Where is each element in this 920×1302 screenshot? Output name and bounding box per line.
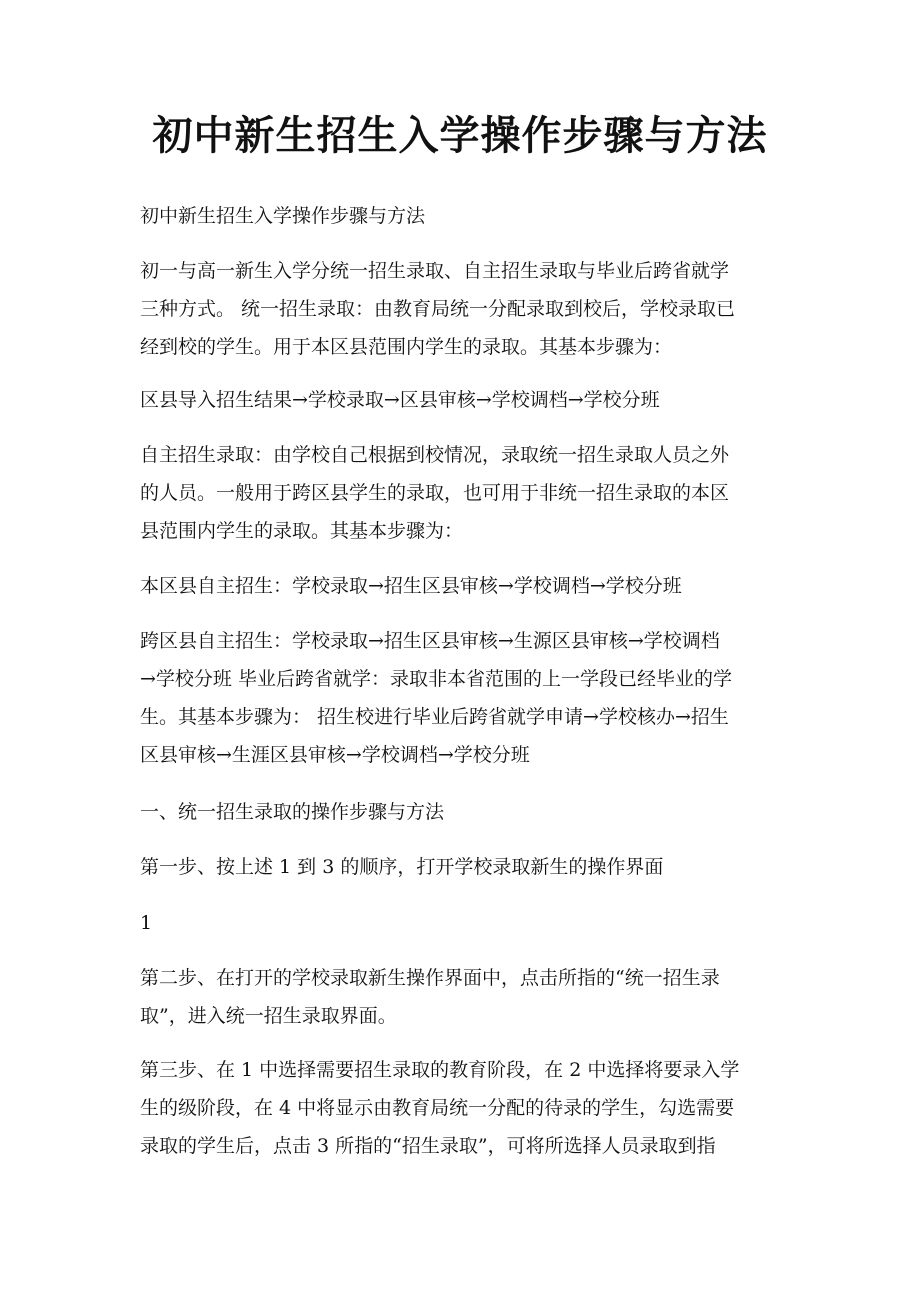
paragraph-cross-district xyxy=(140,622,785,774)
paragraph-line: 取”，进入统一招生录取界面。 xyxy=(140,1005,397,1027)
paragraph-step-2 xyxy=(140,959,785,1035)
paragraph-line: 的人员。一般用于跨区县学生的录取，也可用于非统一招生录取的本区 xyxy=(140,482,730,504)
paragraph-line: 录取的学生后，点击 3 所指的“招生录取”，可将所选择人员录取到指 xyxy=(140,1135,716,1157)
paragraph-line: 县范围内学生的录取。其基本步骤为： xyxy=(140,520,464,542)
paragraph-line: 一、统一招生录取的操作步骤与方法 xyxy=(140,801,445,823)
paragraph-line: 第二步、在打开的学校录取新生操作界面中，点击所指的“统一招生录 xyxy=(140,967,720,989)
paragraph-step-1 xyxy=(140,848,785,886)
paragraph-line: 本区县自主招生：学校录取→招生区县审核→学校调档→学校分班 xyxy=(140,575,682,597)
paragraph-line: 初中新生招生入学操作步骤与方法 xyxy=(140,205,426,227)
paragraph-unified-steps xyxy=(140,381,785,419)
paragraph-line: 自主招生录取：由学校自己根据到校情况，录取统一招生录取人员之外 xyxy=(140,444,730,466)
paragraph-local-self-steps xyxy=(140,567,785,605)
paragraph-line: 初一与高一新生入学分统一招生录取、自主招生录取与毕业后跨省就学 xyxy=(140,260,730,282)
figure-number xyxy=(140,904,785,942)
paragraph-line: 生的级阶段，在 4 中将显示由教育局统一分配的待录的学生，勾选需要 xyxy=(140,1097,735,1119)
paragraph-line: 经到校的学生。用于本区县范围内学生的录取。其基本步骤为： xyxy=(140,336,673,358)
paragraph-line: 三种方式。 统一招生录取：由教育局统一分配录取到校后，学校录取已 xyxy=(140,298,736,320)
paragraph-line: 区县导入招生结果→学校录取→区县审核→学校调档→学校分班 xyxy=(140,389,660,411)
section-heading-1 xyxy=(140,793,785,831)
paragraph-line: 生。其基本步骤为： 招生校进行毕业后跨省就学申请→学校核办→招生 xyxy=(140,706,729,728)
paragraph-line: →学校分班 毕业后跨省就学：录取非本省范围的上一学段已经毕业的学 xyxy=(140,668,732,690)
paragraph-line: 1 xyxy=(140,912,153,934)
paragraph-step-3 xyxy=(140,1051,785,1165)
document-title: 初中新生招生入学操作步骤与方法 xyxy=(152,112,768,159)
paragraph-intro xyxy=(140,252,785,366)
paragraph-subtitle xyxy=(140,197,785,235)
paragraph-line: 第一步、按上述 1 到 3 的顺序，打开学校录取新生的操作界面 xyxy=(140,856,664,878)
paragraph-line: 跨区县自主招生：学校录取→招生区县审核→生源区县审核→学校调档 xyxy=(140,630,720,652)
paragraph-line: 区县审核→生涯区县审核→学校调档→学校分班 xyxy=(140,744,530,766)
paragraph-line: 第三步、在 1 中选择需要招生录取的教育阶段，在 2 中选择将要录入学 xyxy=(140,1059,740,1081)
paragraph-self-enroll xyxy=(140,436,785,550)
